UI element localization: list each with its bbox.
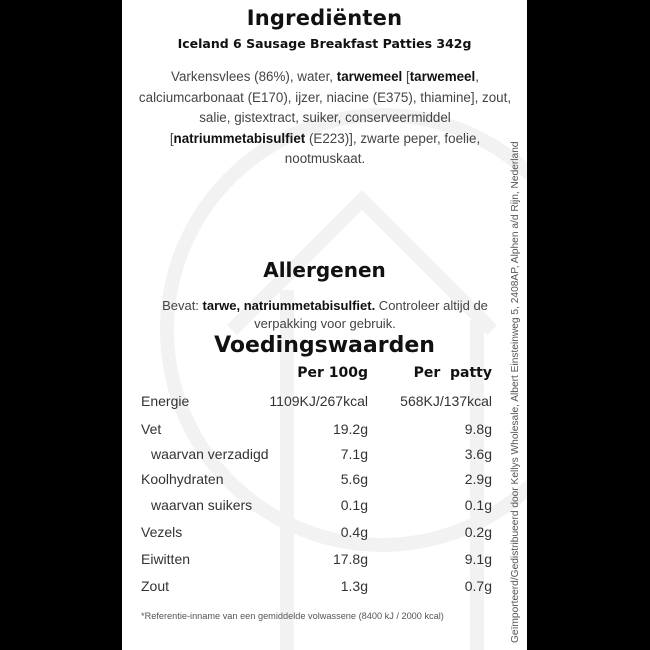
product-name: Iceland 6 Sausage Breakfast Patties 342g	[177, 36, 472, 51]
column-header-per-100g: Per 100g	[297, 365, 368, 381]
ingredient-part: [	[402, 69, 410, 84]
nutrition-row-vet	[122, 421, 527, 441]
row-label: Vet	[141, 421, 162, 437]
row-value-per-100g: 1109KJ/267kcal	[269, 393, 368, 409]
row-label: Energie	[141, 393, 190, 409]
row-value-per-patty: 0.2g	[464, 524, 492, 540]
row-value-per-patty: 9.8g	[464, 421, 492, 437]
nutrition-row-eiwitten	[122, 551, 527, 571]
row-value-per-100g: 5.6g	[340, 471, 368, 487]
allergens-heading: Allergenen	[263, 258, 386, 282]
ingredient-bold: natriummetabisulfiet	[173, 130, 306, 146]
nutrition-heading: Voedingswaarden	[214, 333, 435, 358]
ingredient-bold: tarwemeel	[336, 69, 403, 84]
row-value-per-patty: 9.1g	[464, 551, 492, 567]
row-label: Vezels	[141, 524, 183, 540]
row-value-per-100g: 7.1g	[340, 446, 368, 462]
row-label: Koolhydraten	[141, 471, 224, 487]
ingredient-part: Varkensvlees (86%), water,	[171, 69, 337, 84]
row-value-per-patty: 0.1g	[464, 497, 492, 513]
allergens-prefix: Bevat:	[162, 298, 203, 313]
nutrition-row-verzadigd	[122, 446, 527, 466]
row-value-per-100g: 1.3g	[340, 578, 368, 594]
row-value-per-patty: 568KJ/137kcal	[400, 393, 492, 409]
row-value-per-patty: 3.6g	[464, 446, 492, 462]
allergens-list: tarwe, natriummetabisulfiet.	[202, 298, 376, 313]
row-value-per-100g: 19.2g	[332, 421, 368, 437]
nutrition-row-vezels	[122, 524, 527, 544]
reference-intake-footnote: *Referentie-inname van een gemiddelde volwassene (8400 kJ / 2000 kcal)	[141, 611, 444, 621]
row-label: Eiwitten	[141, 551, 191, 567]
row-value-per-patty: 2.9g	[464, 471, 492, 487]
nutrition-row-zout	[122, 578, 527, 598]
nutrition-row-energie	[122, 393, 527, 413]
ingredient-part: , calciumcarbonaat (E170), ijzer, niacine (E375), thiamine], zout, salie, gistextract, suiker, conserveermiddel [	[138, 69, 512, 146]
ingredient-bold: tarwemeel	[409, 69, 476, 84]
nutrition-row-koolhydraten	[122, 471, 527, 491]
row-label: Zout	[141, 578, 170, 594]
row-value-per-100g: 17.8g	[332, 551, 368, 567]
ingredient-part: (E223)], zwarte peper, foelie, nootmuskaat.	[284, 130, 481, 167]
row-label: waarvan suikers	[151, 497, 253, 513]
row-value-per-100g: 0.4g	[340, 524, 368, 540]
allergens-text	[136, 297, 514, 333]
row-value-per-patty: 0.7g	[464, 578, 492, 594]
row-label: waarvan verzadigd	[151, 446, 269, 462]
label-panel	[122, 0, 527, 650]
ingredients-text	[136, 67, 514, 170]
page-title: Ingrediënten	[246, 6, 403, 30]
column-header-per-patty: Per patty	[413, 365, 492, 381]
nutrition-row-suikers	[122, 497, 527, 517]
importer-address-text: Geïmporteerd/Gedistribueerd door Kellys Wholesale, Albert Einsteinweg 5, 2408AP, Alphen a/d Rijn, Nederland	[510, 141, 521, 643]
allergens-suffix: Controleer altijd de verpakking voor gebruik.	[254, 298, 488, 331]
row-value-per-100g: 0.1g	[340, 497, 368, 513]
